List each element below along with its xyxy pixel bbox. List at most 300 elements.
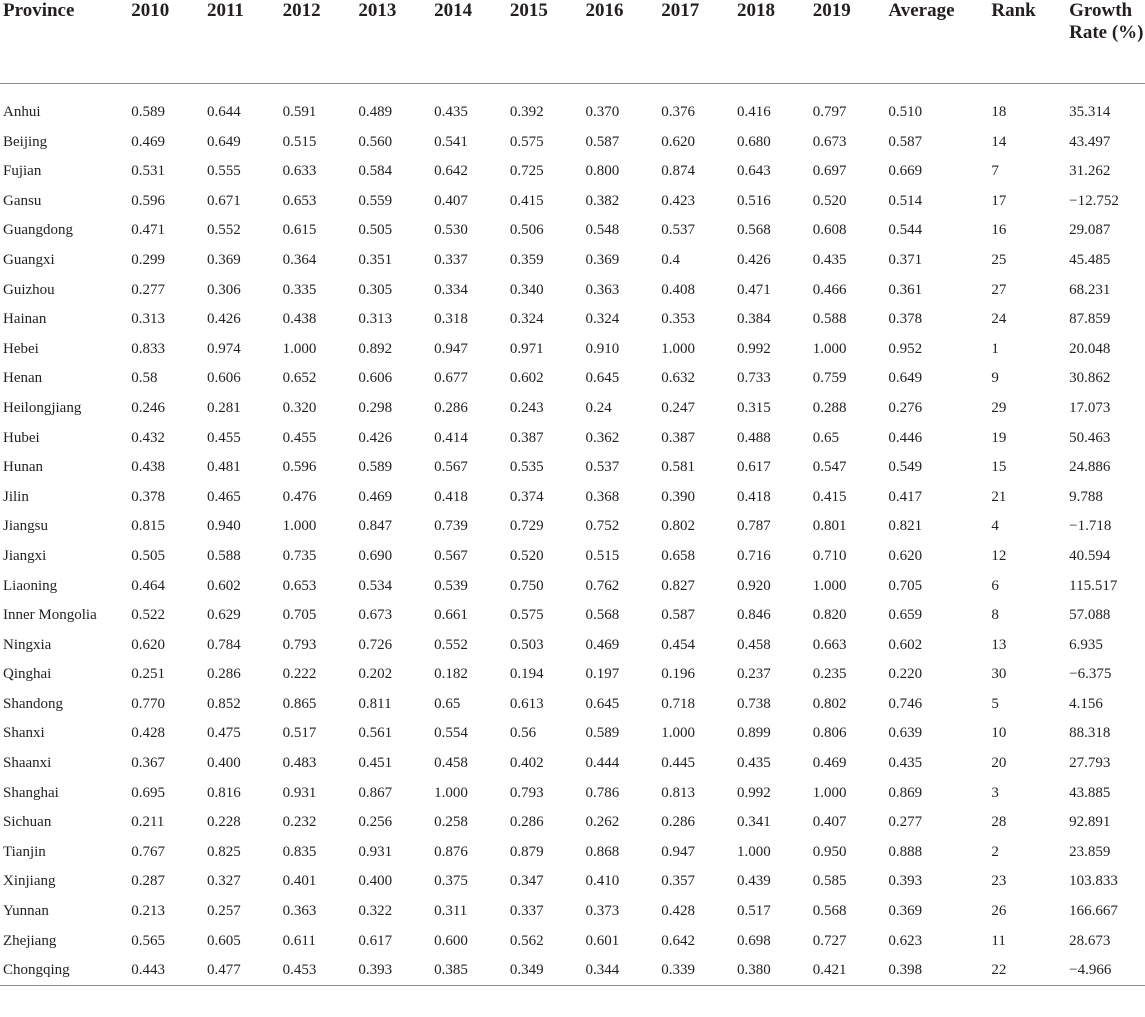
table-cell: 35.314 xyxy=(1069,104,1111,120)
table-cell: 0.335 xyxy=(282,281,317,298)
table-cell: 0.539 xyxy=(434,577,468,594)
province-name-cell: Inner Mongolia xyxy=(3,607,97,624)
table-cell: 0.947 xyxy=(434,340,468,357)
table-cell: 0.402 xyxy=(509,755,544,772)
table-cell: 0.952 xyxy=(888,340,923,357)
province-name-cell: Liaoning xyxy=(3,577,58,594)
province-name-cell: Guangdong xyxy=(3,222,73,239)
table-cell: 0.327 xyxy=(206,873,241,890)
table-cell: 0.380 xyxy=(736,962,771,979)
table-cell: 0.65 xyxy=(434,695,461,712)
table-cell: 0.337 xyxy=(509,903,544,920)
table-cell: 0.398 xyxy=(888,962,923,979)
table-cell: 0.510 xyxy=(888,104,923,120)
table-cell: 0.451 xyxy=(358,755,393,772)
province-name-cell: Heilongjiang xyxy=(3,399,82,416)
table-cell: 0.661 xyxy=(434,607,468,624)
table-cell: 0.673 xyxy=(358,607,393,624)
table-row xyxy=(0,84,1145,132)
table-cell: 0.620 xyxy=(131,636,165,653)
table-cell: 0.793 xyxy=(282,636,317,653)
table-cell: 0.281 xyxy=(206,399,241,416)
table-cell: 0.387 xyxy=(661,429,695,446)
table-cell: 0.835 xyxy=(282,843,317,860)
column-header: 2017 xyxy=(661,0,700,21)
province-name-cell: Jiangsu xyxy=(3,518,48,535)
column-header: 2010 xyxy=(131,0,170,21)
table-cell: 12 xyxy=(991,547,1007,564)
table-cell: 0.750 xyxy=(509,577,544,594)
table-cell: 0.220 xyxy=(888,666,923,683)
table-cell: 0.698 xyxy=(736,932,771,949)
table-cell: 0.299 xyxy=(131,251,165,268)
column-header: 2018 xyxy=(736,0,775,21)
table-cell: 1.000 xyxy=(661,340,695,357)
table-cell: 0.455 xyxy=(206,429,241,446)
table-cell: 20 xyxy=(991,755,1007,772)
table-cell: 0.426 xyxy=(206,311,241,328)
header-row xyxy=(0,0,1145,84)
table-cell: 0.568 xyxy=(812,903,847,920)
table-cell: 0.613 xyxy=(509,695,544,712)
table-cell: 0.653 xyxy=(282,577,317,594)
table-cell: 50.463 xyxy=(1069,429,1111,446)
table-cell: 43.885 xyxy=(1069,784,1111,801)
table-cell: 1.000 xyxy=(812,340,847,357)
table-cell: 0.415 xyxy=(812,488,847,505)
table-cell: 0.530 xyxy=(434,222,468,239)
table-cell: 0.374 xyxy=(509,488,544,505)
table-cell: 0.375 xyxy=(434,873,468,890)
table-cell: 0.471 xyxy=(131,222,165,239)
province-name-cell: Shandong xyxy=(3,695,63,712)
table-cell: 0.407 xyxy=(812,814,847,831)
table-cell: 0.879 xyxy=(509,843,544,860)
table-row xyxy=(0,487,1145,517)
table-cell: 0.392 xyxy=(509,104,544,120)
table-cell: 0.786 xyxy=(585,784,620,801)
table-cell: 0.729 xyxy=(509,518,544,535)
table-cell: 0.833 xyxy=(131,340,165,357)
table-cell: 0.596 xyxy=(131,192,165,209)
table-cell: −12.752 xyxy=(1069,192,1119,209)
table-cell: 0.194 xyxy=(509,666,544,683)
table-cell: 0.899 xyxy=(736,725,771,742)
table-cell: 0.363 xyxy=(585,281,620,298)
province-name-cell: Zhejiang xyxy=(3,932,57,949)
table-cell: −1.718 xyxy=(1069,518,1112,535)
table-cell: 6 xyxy=(991,577,999,594)
table-cell: 0.560 xyxy=(358,133,393,150)
table-cell: 0.865 xyxy=(282,695,317,712)
table-cell: 0.515 xyxy=(282,133,317,150)
table-cell: 0.476 xyxy=(282,488,317,505)
table-cell: 0.825 xyxy=(206,843,241,860)
table-cell: 0.649 xyxy=(206,133,241,150)
table-row xyxy=(0,635,1145,665)
table-cell: 0.591 xyxy=(282,104,317,120)
table-cell: 0.947 xyxy=(661,843,695,860)
table-cell: 0.515 xyxy=(585,547,620,564)
table-cell: 0.643 xyxy=(736,163,771,180)
table-cell: 0.874 xyxy=(661,163,695,180)
table-cell: 0.347 xyxy=(509,873,544,890)
table-cell: 0.339 xyxy=(661,962,695,979)
table-cell: 115.517 xyxy=(1069,577,1118,594)
table-row xyxy=(0,960,1145,986)
table-cell: 0.601 xyxy=(585,932,620,949)
table-cell: 0.726 xyxy=(358,636,393,653)
table-cell: 0.58 xyxy=(131,370,158,387)
column-header: Growth Rate (%) xyxy=(1069,0,1144,43)
table-cell: 0.639 xyxy=(888,725,923,742)
column-header: Rank xyxy=(991,0,1036,21)
table-cell: 0.286 xyxy=(434,399,468,416)
table-cell: 0.471 xyxy=(736,281,771,298)
province-name-cell: Anhui xyxy=(3,104,41,120)
table-row xyxy=(0,368,1145,398)
table-cell: 0.410 xyxy=(585,873,620,890)
table-row xyxy=(0,220,1145,250)
table-cell: 0.802 xyxy=(812,695,847,712)
table-cell: 0.725 xyxy=(509,163,544,180)
table-cell: 0.277 xyxy=(888,814,923,831)
table-row xyxy=(0,723,1145,753)
province-name-cell: Guizhou xyxy=(3,281,55,298)
table-cell: 23 xyxy=(991,873,1007,890)
table-row xyxy=(0,309,1145,339)
table-cell: 0.384 xyxy=(736,311,771,328)
table-cell: 0.367 xyxy=(131,755,165,772)
table-cell: 0.718 xyxy=(661,695,695,712)
table-cell: 0.369 xyxy=(888,903,923,920)
column-header: 2014 xyxy=(434,0,473,21)
province-name-cell: Xinjiang xyxy=(3,873,56,890)
table-cell: 0.237 xyxy=(736,666,771,683)
table-cell: 10 xyxy=(991,725,1007,742)
column-header: 2016 xyxy=(585,0,624,21)
table-row xyxy=(0,812,1145,842)
table-cell: 0.568 xyxy=(585,607,620,624)
table-cell: 30.862 xyxy=(1069,370,1111,387)
table-cell: 0.587 xyxy=(585,133,620,150)
table-row xyxy=(0,428,1145,458)
table-cell: 0.600 xyxy=(434,932,468,949)
table-cell: 0.351 xyxy=(358,251,393,268)
column-header: 2013 xyxy=(358,0,397,21)
table-cell: 21 xyxy=(991,488,1007,505)
table-cell: 0.349 xyxy=(509,962,544,979)
table-cell: 0.537 xyxy=(585,459,620,476)
table-cell: 0.727 xyxy=(812,932,847,949)
table-cell: 0.673 xyxy=(812,133,847,150)
table-cell: 0.806 xyxy=(812,725,847,742)
table-cell: 0.537 xyxy=(661,222,695,239)
table-cell: 0.669 xyxy=(888,163,923,180)
province-name-cell: Jiangxi xyxy=(3,547,47,564)
table-cell: 0.606 xyxy=(358,370,393,387)
table-cell: 0.276 xyxy=(888,399,923,416)
table-cell: 87.859 xyxy=(1069,311,1111,328)
table-cell: 0.421 xyxy=(812,962,847,979)
table-cell: 0.256 xyxy=(358,814,393,831)
table-cell: 0.910 xyxy=(585,340,620,357)
table-cell: 0.196 xyxy=(661,666,695,683)
province-name-cell: Sichuan xyxy=(3,814,52,831)
table-cell: 0.617 xyxy=(358,932,393,949)
table-cell: 0.361 xyxy=(888,281,923,298)
table-cell: 23.859 xyxy=(1069,843,1111,860)
table-row xyxy=(0,931,1145,961)
table-cell: 0.620 xyxy=(661,133,695,150)
table-cell: 0.820 xyxy=(812,607,847,624)
table-cell: 0.469 xyxy=(358,488,393,505)
table-cell: 0.435 xyxy=(888,755,923,772)
table-cell: 0.552 xyxy=(206,222,241,239)
table-cell: 0.65 xyxy=(812,429,839,446)
table-cell: 0.258 xyxy=(434,814,468,831)
table-cell: 0.710 xyxy=(812,547,847,564)
province-name-cell: Shanghai xyxy=(3,784,59,801)
table-cell: 0.401 xyxy=(282,873,317,890)
table-cell: 0.852 xyxy=(206,695,241,712)
table-row xyxy=(0,339,1145,369)
table-cell: 0.368 xyxy=(585,488,620,505)
table-cell: 0.469 xyxy=(812,755,847,772)
table-cell: 40.594 xyxy=(1069,547,1111,564)
table-cell: 0.286 xyxy=(661,814,695,831)
table-cell: 0.611 xyxy=(282,932,316,949)
table-cell: 0.4 xyxy=(661,251,680,268)
table-cell: 24.886 xyxy=(1069,459,1111,476)
table-cell: 0.517 xyxy=(282,725,317,742)
table-cell: 0.802 xyxy=(661,518,695,535)
table-cell: 27.793 xyxy=(1069,755,1111,772)
table-row xyxy=(0,280,1145,310)
table-cell: 28.673 xyxy=(1069,932,1111,949)
table-cell: 0.920 xyxy=(736,577,771,594)
table-row xyxy=(0,842,1145,872)
table-cell: 0.458 xyxy=(434,755,468,772)
province-name-cell: Hainan xyxy=(3,311,47,328)
table-cell: 0.407 xyxy=(434,192,468,209)
table-cell: 0.211 xyxy=(131,814,165,831)
table-cell: 0.677 xyxy=(434,370,468,387)
table-cell: 0.322 xyxy=(358,903,393,920)
table-cell: 0.816 xyxy=(206,784,241,801)
table-row xyxy=(0,694,1145,724)
table-row xyxy=(0,576,1145,606)
table-cell: 0.334 xyxy=(434,281,468,298)
table-cell: 0.488 xyxy=(736,429,771,446)
table-cell: 0.784 xyxy=(206,636,241,653)
table-cell: 9.788 xyxy=(1069,488,1103,505)
province-name-cell: Gansu xyxy=(3,192,42,209)
table-cell: 0.547 xyxy=(812,459,847,476)
table-cell: 15 xyxy=(991,459,1007,476)
table-cell: 1 xyxy=(991,340,999,357)
table-cell: 0.464 xyxy=(131,577,165,594)
table-cell: 0.505 xyxy=(358,222,393,239)
province-name-cell: Ningxia xyxy=(3,636,52,653)
table-cell: 0.505 xyxy=(131,547,165,564)
table-cell: 0.182 xyxy=(434,666,468,683)
table-cell: 0.262 xyxy=(585,814,620,831)
table-cell: 0.602 xyxy=(888,636,923,653)
table-cell: 0.846 xyxy=(736,607,771,624)
table-cell: 0.369 xyxy=(585,251,620,268)
table-cell: 22 xyxy=(991,962,1007,979)
table-cell: 0.589 xyxy=(131,104,165,120)
table-cell: 0.286 xyxy=(206,666,241,683)
table-cell: 0.370 xyxy=(585,104,620,120)
table-cell: 0.770 xyxy=(131,695,165,712)
table-cell: 4.156 xyxy=(1069,695,1103,712)
table-cell: 26 xyxy=(991,903,1007,920)
province-name-cell: Beijing xyxy=(3,133,48,150)
table-cell: 0.602 xyxy=(206,577,241,594)
province-name-cell: Henan xyxy=(3,370,43,387)
table-cell: 0.385 xyxy=(434,962,468,979)
table-cell: 1.000 xyxy=(434,784,468,801)
table-cell: 0.305 xyxy=(358,281,393,298)
table-cell: 0.787 xyxy=(736,518,771,535)
table-cell: 0.340 xyxy=(509,281,544,298)
table-cell: 0.615 xyxy=(282,222,317,239)
table-cell: 0.555 xyxy=(206,163,241,180)
province-name-cell: Fujian xyxy=(3,163,42,180)
table-cell: 0.373 xyxy=(585,903,620,920)
table-cell: 0.534 xyxy=(358,577,393,594)
table-cell: 0.315 xyxy=(736,399,771,416)
table-cell: 45.485 xyxy=(1069,251,1111,268)
table-cell: 0.642 xyxy=(434,163,468,180)
table-cell: 43.497 xyxy=(1069,133,1111,150)
table-cell: 0.298 xyxy=(358,399,393,416)
province-name-cell: Hubei xyxy=(3,429,40,446)
table-cell: 0.428 xyxy=(131,725,165,742)
table-cell: 0.642 xyxy=(661,932,695,949)
table-cell: 0.257 xyxy=(206,903,241,920)
table-row xyxy=(0,871,1145,901)
table-cell: 0.739 xyxy=(434,518,468,535)
table-cell: 0.416 xyxy=(736,104,771,120)
table-row xyxy=(0,191,1145,221)
table-cell: 0.632 xyxy=(661,370,695,387)
table-cell: 0.408 xyxy=(661,281,695,298)
table-cell: 0.562 xyxy=(509,932,544,949)
table-cell: 0.561 xyxy=(358,725,393,742)
table-cell: 0.228 xyxy=(206,814,241,831)
table-cell: 0.617 xyxy=(736,459,771,476)
table-cell: 0.246 xyxy=(131,399,165,416)
table-row xyxy=(0,605,1145,635)
table-cell: 0.387 xyxy=(509,429,544,446)
table-body xyxy=(0,84,1145,986)
table-cell: 0.362 xyxy=(585,429,620,446)
table-cell: 92.891 xyxy=(1069,814,1111,831)
table-cell: 0.202 xyxy=(358,666,393,683)
table-cell: 0.197 xyxy=(585,666,620,683)
table-cell: 0.759 xyxy=(812,370,847,387)
table-cell: 30 xyxy=(991,666,1007,683)
table-row xyxy=(0,783,1145,813)
table-cell: 0.821 xyxy=(888,518,923,535)
table-cell: 0.746 xyxy=(888,695,923,712)
table-cell: 0.541 xyxy=(434,133,468,150)
table-cell: 0.288 xyxy=(812,399,847,416)
table-cell: 0.313 xyxy=(358,311,393,328)
table-cell: 0.589 xyxy=(358,459,393,476)
province-name-cell: Guangxi xyxy=(3,251,55,268)
table-cell: 0.815 xyxy=(131,518,165,535)
table-row xyxy=(0,457,1145,487)
table-cell: 0.974 xyxy=(206,340,241,357)
table-cell: 0.445 xyxy=(661,755,695,772)
table-cell: 0.588 xyxy=(206,547,241,564)
table-cell: 0.940 xyxy=(206,518,241,535)
table-cell: 0.378 xyxy=(131,488,165,505)
table-cell: 13 xyxy=(991,636,1007,653)
table-cell: −6.375 xyxy=(1069,666,1112,683)
table-cell: 7 xyxy=(991,163,999,180)
table-cell: 0.971 xyxy=(509,340,544,357)
table-cell: 0.483 xyxy=(282,755,317,772)
table-cell: 0.393 xyxy=(358,962,393,979)
table-cell: 0.567 xyxy=(434,459,468,476)
table-cell: 0.359 xyxy=(509,251,544,268)
table-cell: 0.762 xyxy=(585,577,620,594)
table-cell: 0.438 xyxy=(131,459,165,476)
table-cell: 0.400 xyxy=(358,873,393,890)
table-cell: 0.390 xyxy=(661,488,695,505)
table-cell: 0.735 xyxy=(282,547,317,564)
table-cell: 0.992 xyxy=(736,784,771,801)
table-cell: 0.522 xyxy=(131,607,165,624)
table-cell: 24 xyxy=(991,311,1007,328)
table-row xyxy=(0,753,1145,783)
table-cell: 31.262 xyxy=(1069,163,1111,180)
table-cell: 6.935 xyxy=(1069,636,1103,653)
table-cell: 0.548 xyxy=(585,222,620,239)
table-cell: 0.800 xyxy=(585,163,620,180)
table-cell: 0.481 xyxy=(206,459,241,476)
table-cell: 0.466 xyxy=(812,281,847,298)
table-cell: 0.581 xyxy=(661,459,695,476)
table-cell: 3 xyxy=(991,784,999,801)
table-cell: 0.589 xyxy=(585,725,620,742)
table-cell: 57.088 xyxy=(1069,607,1111,624)
table-cell: 1.000 xyxy=(736,843,771,860)
table-cell: 0.320 xyxy=(282,399,317,416)
table-cell: 0.222 xyxy=(282,666,317,683)
table-cell: 0.992 xyxy=(736,340,771,357)
table-cell: 0.649 xyxy=(888,370,923,387)
table-cell: 29.087 xyxy=(1069,222,1111,239)
table-cell: 0.605 xyxy=(206,932,241,949)
table-cell: 0.549 xyxy=(888,459,923,476)
table-cell: 0.435 xyxy=(434,104,468,120)
table-cell: 0.435 xyxy=(736,755,771,772)
table-cell: 0.232 xyxy=(282,814,317,831)
table-cell: 0.705 xyxy=(282,607,317,624)
table-cell: 0.552 xyxy=(434,636,468,653)
province-name-cell: Hebei xyxy=(3,340,39,357)
table-cell: 0.690 xyxy=(358,547,393,564)
table-cell: 0.575 xyxy=(509,607,544,624)
table-cell: 0.793 xyxy=(509,784,544,801)
table-row xyxy=(0,132,1145,162)
